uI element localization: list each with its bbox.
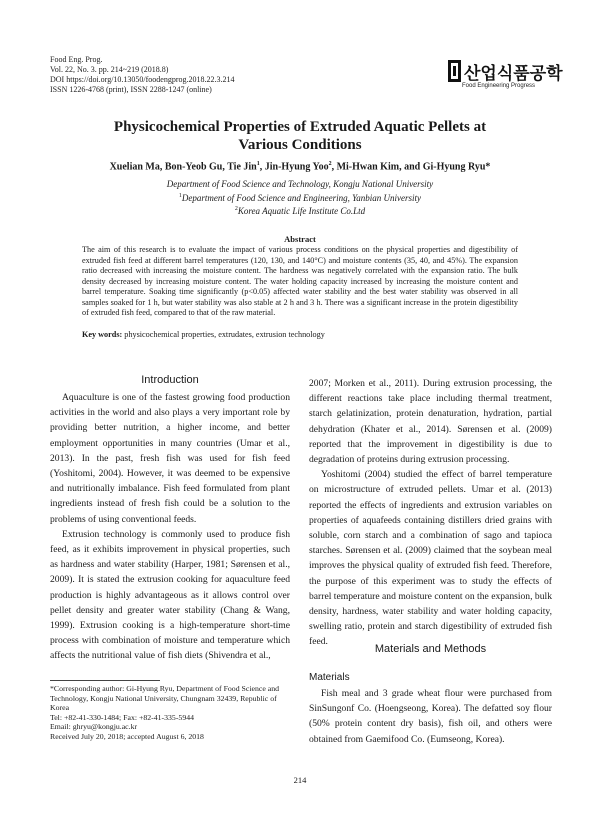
journal-name: Food Eng. Prog. — [50, 55, 103, 64]
author-list — [40, 161, 560, 172]
intro-paragraph-1: Aquaculture is one of the fastest growing food production activities in the world and also plays a very important role by providing better nutrition, a higher income, and better employment opportunities in many countries (Umar et al., 2013). In the past, fresh fish was used for fish feed (Yoshitomi, 2004). However, it was deemed to be expensive and nutritionally imbalance. Fish feed formulated from plant ingredients instead of fresh fish could be a solution to the problems of using conventional feeds. — [50, 392, 290, 525]
left-column — [50, 390, 290, 664]
keywords — [82, 330, 518, 339]
title-line-1: Physicochemical Properties of Extruded Aquatic Pellets at — [113, 119, 487, 135]
intro-paragraph-3: 2007; Morken et al., 2011). During extrusion processing, the different reactions take place including thermal treatment, starch gelatinization, protein denaturation, hydration, partial dehydration (Khater et al., 2014). Sørensen et al. (2009) reported that the improvement in digestibility is due to degradation of proteins during extrusion processing. — [309, 378, 552, 466]
affiliation-1 — [60, 191, 540, 205]
footnote-corresponding: *Corresponding author: Gi-Hyung Ryu, Department of Food Science and Technology, Kongju National University, Chungnam 32439, Republic of Korea — [50, 684, 280, 713]
right-column — [309, 376, 552, 650]
keywords-label: Key words: — [82, 330, 123, 339]
affil-mark-2: 2 — [234, 206, 238, 212]
footnote-received: Received July 20, 2018; accepted August 6, 2018 — [50, 731, 204, 741]
introduction-heading: Introduction — [141, 374, 199, 386]
authors-part-1: Xuelian Ma, Bon-Yeob Gu, Tie Jin — [109, 161, 257, 173]
affiliation-2 — [60, 204, 540, 218]
abstract-text: The aim of this research is to evaluate the impact of various process conditions on the physical properties and digestibility of extruded fish feed at different barrel temperatures (120, 130, and 140°C) and moisture contents (35, 40, and 45%). The expansion ratio decreased with increasing the moisture content. The hardness was negatively correlated with the expansion ratio. The bulk density decreased by increasing moisture content. The water holding capacity increased by increasing the moisture content and barrel temperature. Soaking time significantly (p<0.05) affected water stability and the best water stability was observed in all samples soaked for 1 h, but water stability was also stable at 2 h and 3 h. There was a significant increase in the protein digestibility of extruded fish feed, compared to that of the raw material. — [82, 245, 518, 317]
paper-title — [60, 118, 540, 154]
intro-paragraph-2: Extrusion technology is commonly used to produce fish feed, as it exhibits improvement in physical properties, such as hardness and water stability (Harper, 1981; Sørensen et al., 2009). It is stated the extrusion cooking for aquaculture feed production is highly advantageous as it allows control over pellet density and greater water stability (Chang & Wang, 1999). Extrusion cooking is a high-temperature short-time process with combination of moisture and temperature which affects the nutritional value of fish diets (Shivendra et al., — [50, 528, 290, 662]
affil-mark-1: 1 — [178, 192, 182, 199]
author-affil-mark-1: 1 — [256, 161, 260, 167]
footnote-divider — [50, 680, 160, 681]
footnote-phone: Tel: +82-41-330-1484; Fax: +82-41-335-5944 — [50, 712, 195, 722]
materials-paragraph-1: Fish meal and 3 grade wheat flour were purchased from SinSungonf Co. (Hoengseong, Korea). The defatted soy flour (50% protein content dry basis), fish oil, and others were obtained from Gaemifood Co. (Eumseong, Korea). — [309, 688, 552, 745]
logo-subtitle: Food Engineering Progress — [462, 83, 536, 89]
logo-korean-text: 산업식품공학 — [464, 64, 563, 84]
materials-text — [309, 686, 552, 747]
affiliation-main: Department of Food Science and Technology, Kongju National University — [166, 179, 434, 189]
authors-part-2: , Jin-Hyung Yoo — [259, 161, 329, 173]
keywords-text: physicochemical properties, extrudates, extrusion technology — [122, 330, 325, 339]
page-number: 214 — [293, 775, 307, 785]
journal-volume: Vol. 22, No. 3. pp. 214~219 (2018.8) — [50, 65, 169, 74]
title-line-2: Various Conditions — [238, 137, 362, 153]
journal-info — [50, 55, 235, 95]
intro-paragraph-4: Yoshitomi (2004) studied the effect of barrel temperature on microstructure of extruded pellets. Umar et al. (2013) reported the effects of ingredients and extrusion variables on properties of aquafeeds containing distillers dried grains with soluble, corn starch and a combination of sago and tapioca starches. Sørensen et al. (2009) claimed that the soybean meal improves the physical quality of extruded fish feed. Therefore, the purpose of this experiment was to study the effects of barrel temperature and moisture content on the expansion, bulk density, hardness, water stability and water holding capacity, swelling ratio, protein and starch digestibility of extruded fish feed. — [309, 469, 552, 648]
corresponding-author-footnote — [50, 684, 296, 742]
footnote-email: Email: ghryu@kongju.ac.kr — [50, 722, 138, 732]
materials-methods-heading: Materials and Methods — [374, 643, 487, 655]
authors-part-3: , Mi-Hwan Kim, and Gi-Hyung Ryu* — [331, 161, 491, 173]
affiliation-2-text: Korea Aquatic Life Institute Co.Ltd — [237, 206, 366, 216]
affiliation-1-text: Department of Food Science and Engineering, Yanbian University — [181, 192, 422, 203]
journal-doi: DOI https://doi.org/10.13050/foodengprog.2018.22.3.214 — [50, 75, 235, 84]
materials-subheading: Materials — [309, 672, 350, 683]
affiliations — [60, 179, 540, 218]
journal-issn: ISSN 1226-4768 (print), ISSN 2288-1247 (online) — [50, 85, 212, 94]
author-affil-mark-2: 2 — [328, 161, 332, 167]
abstract-heading: Abstract — [284, 234, 316, 244]
